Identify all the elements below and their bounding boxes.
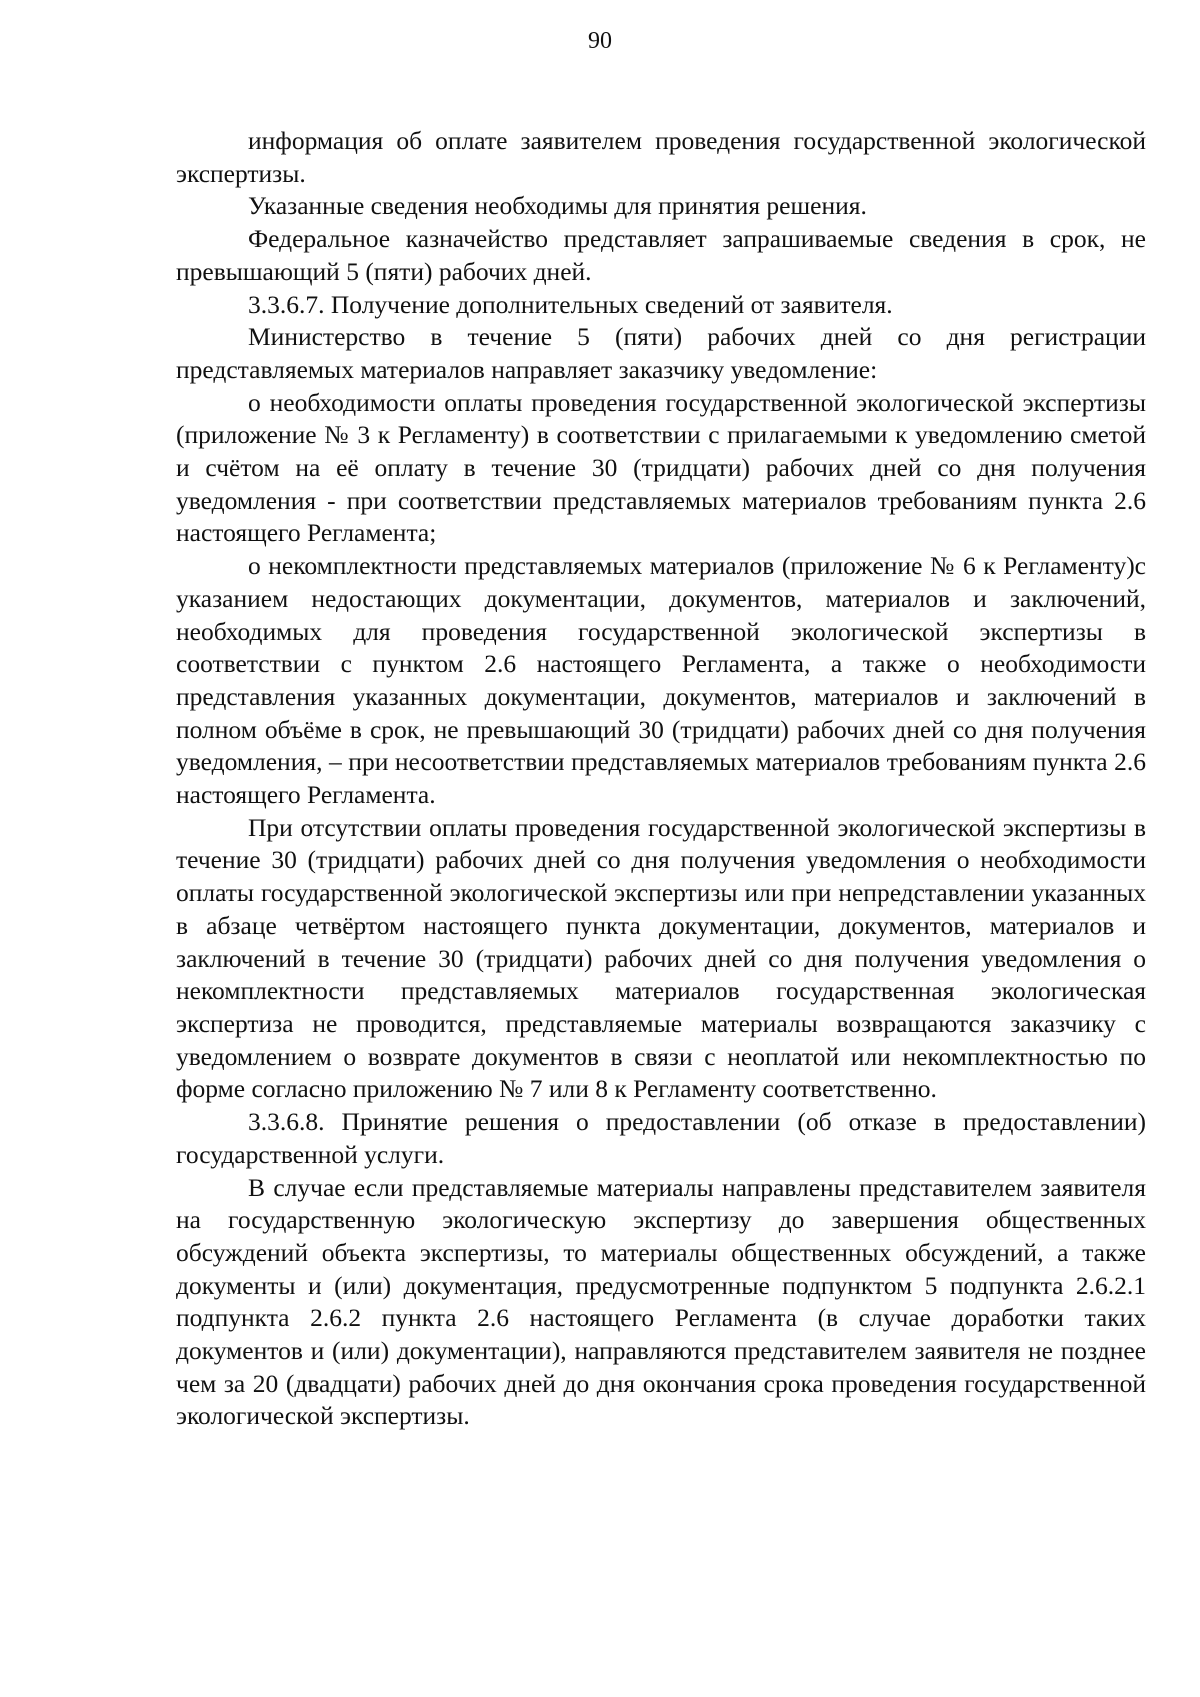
paragraph-section-3-3-6-8: 3.3.6.8. Принятие решения о предоставлении (об отказе в предоставлении) государственной услуги. xyxy=(176,1107,1146,1169)
paragraph-public-discussions: В случае если представляемые материалы направлены представителем заявителя на государственную экологическую экспертизу до завершения общественных обсуждений объекта экспертизы, то материалы общественных обсуждений, а также документы и (или) документация, предусмотренные подпунктом 5 подпункта 2.6.2.1 подпункта 2.6.2 пункта 2.6 настоящего Регламента (в случае доработки таких документов и (или) документации), направляются представителем заявителя не позднее чем за 20 (двадцати) рабочих дней до дня окончания срока проведения государственной экологической экспертизы. xyxy=(176,1172,1146,1431)
paragraph-incompleteness-notice: о некомплектности представляемых материалов (приложение № 6 к Регламенту)с указанием недостающих документации, документов, материалов и заключений, необходимых для проведения государственной экологической экспертизы в соответствии с пунктом 2.6 настоящего Регламента, а также о необходимости представления указанных документации, документов, материалов и заключений в полном объёме в срок, не превышающий 30 (тридцати) рабочих дней со дня получения уведомления, – при несоответствии представляемых материалов требованиям пункта 2.6 настоящего Регламента. xyxy=(176,551,1146,810)
paragraph-payment-notice: о необходимости оплаты проведения государственной экологической экспертизы (приложение № 3 к Регламенту) в соответствии с прилагаемыми к уведомлению сметой и счётом на её оплату в течение 30 (тридцати) рабочих дней со дня получения уведомления - при соответствии представляемых материалов требованиям пункта 2.6 настоящего Регламента; xyxy=(176,387,1146,548)
paragraph-treasury: Федеральное казначейство представляет запрашиваемые сведения в срок, не превышающий 5 (пяти) рабочих дней. xyxy=(176,224,1146,286)
paragraph-ministry-notice: Министерство в течение 5 (пяти) рабочих дней со дня регистрации представляемых материалов направляет заказчику уведомление: xyxy=(176,322,1146,384)
paragraph-payment-info: информация об оплате заявителем проведения государственной экологической экспертизы. xyxy=(176,126,1146,188)
paragraph-section-3-3-6-7: 3.3.6.7. Получение дополнительных сведений от заявителя. xyxy=(248,289,893,319)
document-body xyxy=(176,125,1146,1433)
paragraph-no-payment: При отсутствии оплаты проведения государственной экологической экспертизы в течение 30 (тридцати) рабочих дней со дня получения уведомления о необходимости оплаты государственной экологической экспертизы или при непредставлении указанных в абзаце четвёртом настоящего пункта документации, документов, материалов и заключений в течение 30 (тридцати) рабочих дней со дня получения уведомления о некомплектности представляемых материалов государственная экологическая экспертиза не проводится, представляемые материалы возвращаются заказчику с уведомлением о возврате документов в связи с неоплатой или некомплектностью по форме согласно приложению № 7 или 8 к Регламенту соответственно. xyxy=(176,812,1146,1104)
page-number: 90 xyxy=(588,28,612,54)
paragraph-info-needed: Указанные сведения необходимы для принятия решения. xyxy=(248,191,867,221)
